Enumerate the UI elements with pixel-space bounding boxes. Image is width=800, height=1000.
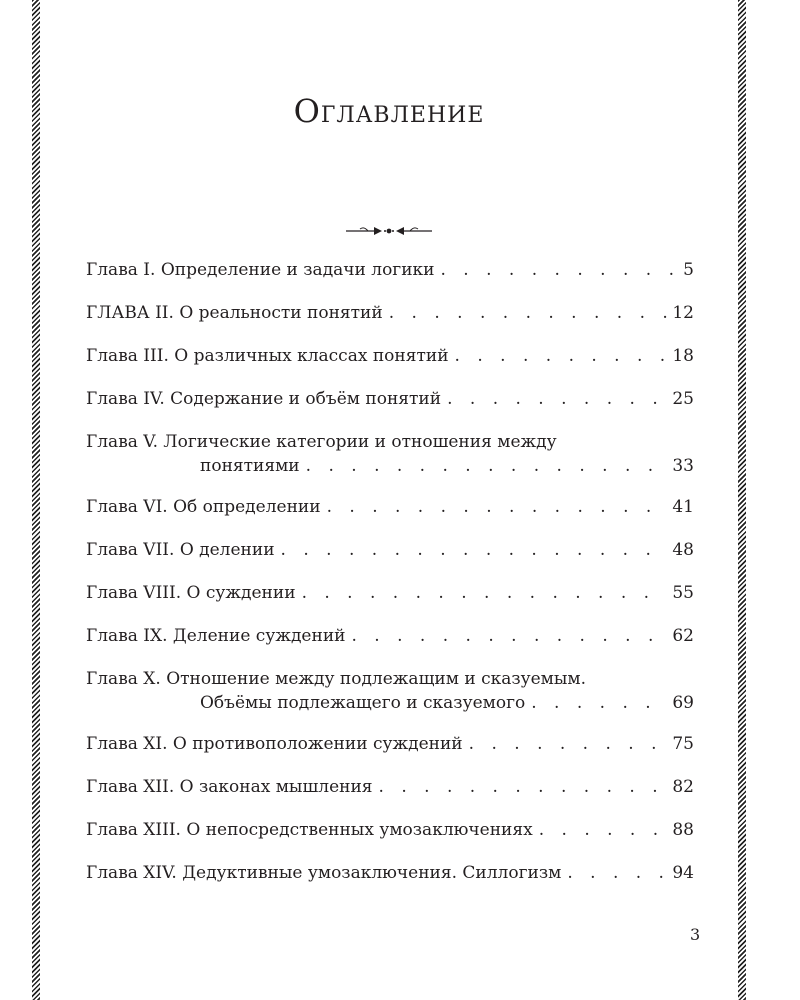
dot-leader: [435, 258, 680, 282]
toc-entry-title: Глава XIV. Дедуктивные умозаключения. Силлогизм: [86, 863, 562, 883]
toc-entry[interactable]: [86, 538, 694, 562]
toc-entry[interactable]: [86, 732, 694, 756]
toc-entry-title: Глава VI. Об определении: [86, 497, 321, 517]
dot-leader: [321, 495, 669, 519]
toc-entry[interactable]: [86, 387, 694, 411]
dot-leader: [373, 775, 669, 799]
toc-entry[interactable]: [86, 667, 694, 715]
toc-entry[interactable]: [86, 581, 694, 605]
toc-entry-title: Глава XI. О противоположении суждений: [86, 734, 463, 754]
toc-entry-title: ГЛАВА II. О реальности понятий: [86, 303, 383, 323]
toc-page-number: 25: [672, 389, 694, 409]
toc-page-number: 55: [672, 583, 694, 603]
left-rope-border: [32, 0, 40, 1000]
toc-page-number: 88: [672, 820, 694, 840]
toc-page-number: 33: [672, 456, 694, 476]
toc-entry[interactable]: [86, 495, 694, 519]
toc-entry-title: Глава XII. О законах мышления: [86, 777, 373, 797]
dot-leader: [296, 581, 669, 605]
dot-leader: [345, 624, 668, 648]
toc-page-number: 69: [672, 693, 694, 713]
toc-entry-title: Глава VIII. О суждении: [86, 583, 296, 603]
dot-leader: [275, 538, 669, 562]
toc-entry-title-continuation: Объёмы подлежащего и сказуемого: [200, 693, 526, 713]
toc-page-number: 18: [672, 346, 694, 366]
toc-entry[interactable]: [86, 258, 694, 282]
dot-leader: [463, 732, 669, 756]
toc-page-number: 41: [672, 497, 694, 517]
page-title: Оглавление: [293, 92, 485, 130]
dot-leader: [383, 301, 669, 325]
dot-leader: [449, 344, 669, 368]
toc-entry-title: Глава I. Определение и задачи логики: [86, 260, 435, 280]
toc-entry-title: Глава III. О различных классах понятий: [86, 346, 449, 366]
page-number: 3: [690, 925, 701, 944]
divider-ornament-icon: [344, 223, 434, 239]
toc-entry[interactable]: [86, 861, 694, 885]
toc-page-number: 94: [672, 863, 694, 883]
toc-page-number: 75: [672, 734, 694, 754]
toc-entry[interactable]: [86, 775, 694, 799]
toc-page-number: 12: [672, 303, 694, 323]
dot-leader: [525, 691, 668, 715]
toc-entry-title: Глава IV. Содержание и объём понятий: [86, 389, 442, 409]
toc-entry[interactable]: [86, 624, 694, 648]
toc-entry[interactable]: [86, 344, 694, 368]
toc-page-number: 48: [672, 540, 694, 560]
toc-entry-title-continuation: понятиями: [200, 456, 300, 476]
toc-page-number: 82: [672, 777, 694, 797]
toc-page-number: 62: [672, 626, 694, 646]
right-rope-border: [738, 0, 746, 1000]
toc-page-number: 5: [683, 260, 694, 280]
toc-entry-title: Глава IX. Деление суждений: [86, 626, 346, 646]
dot-leader: [441, 387, 668, 411]
dot-leader: [300, 454, 669, 478]
dot-leader: [561, 861, 668, 885]
toc-entry[interactable]: [86, 818, 694, 842]
toc-entry-title: Глава XIII. О непосредственных умозаключениях: [86, 820, 533, 840]
toc-entry-title: Глава VII. О делении: [86, 540, 275, 560]
dot-leader: [533, 818, 669, 842]
toc-entry[interactable]: [86, 430, 694, 478]
toc-entry[interactable]: [86, 301, 694, 325]
toc-entry-title: Глава V. Логические категории и отношения между: [86, 432, 557, 452]
toc-entry-title: Глава X. Отношение между подлежащим и сказуемым.: [86, 669, 587, 689]
